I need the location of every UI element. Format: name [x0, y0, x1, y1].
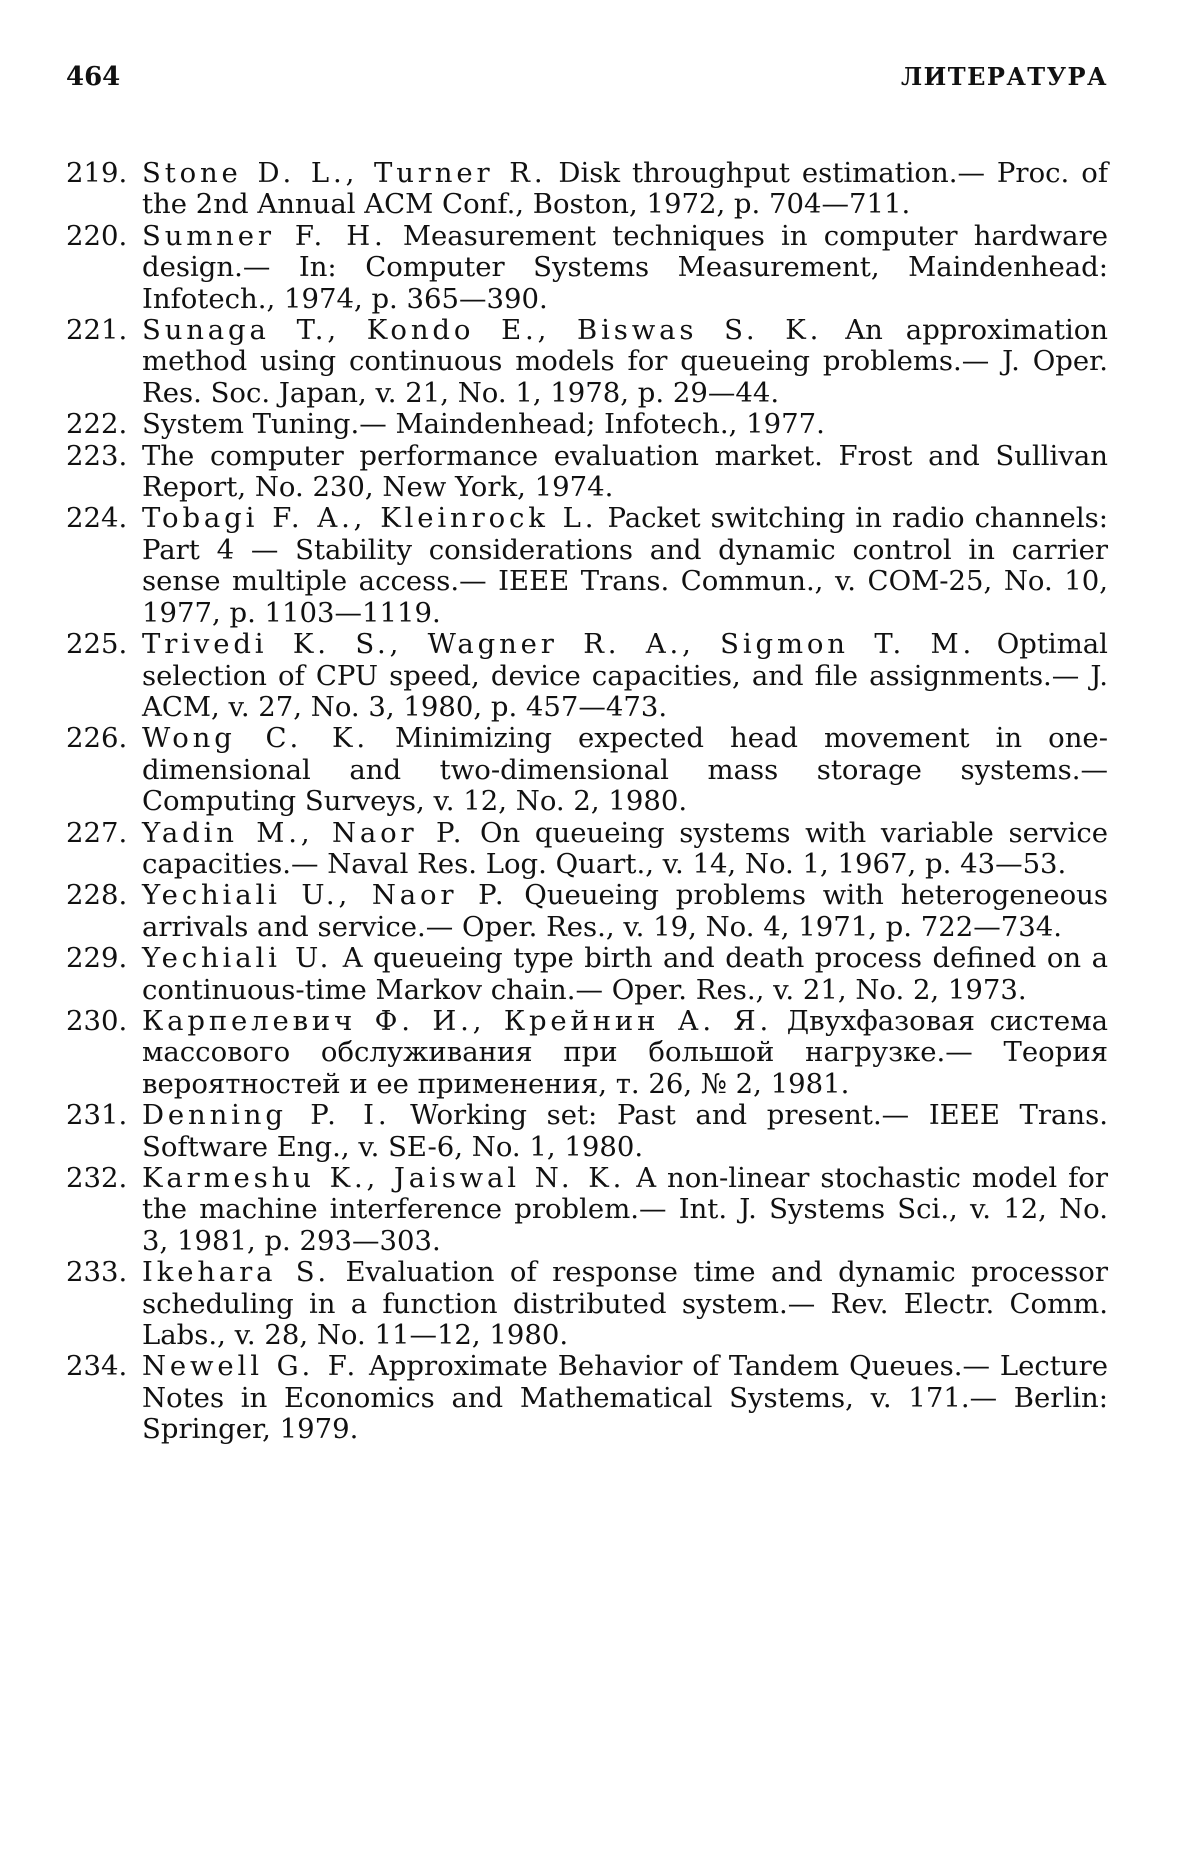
- reference-number: 220.: [66, 219, 128, 252]
- reference-item: [66, 1100, 1108, 1163]
- reference-item: [66, 315, 1108, 409]
- reference-text: Двухфазовая система массового обслуживания при большой нагрузке.— Теория вероятностей и ее применения, т. 26, № 2, 1981.: [142, 1004, 1108, 1100]
- reference-item: [66, 1006, 1108, 1100]
- reference-number: 226.: [66, 722, 128, 755]
- reference-item: [66, 1351, 1108, 1445]
- reference-number: 225.: [66, 628, 128, 661]
- reference-item: [66, 818, 1108, 881]
- reference-text: Evaluation of response time and dynamic processor scheduling in a function distributed system.— Rev. Electr. Comm. Labs., v. 28, No. 11—12, 1980.: [142, 1256, 1108, 1352]
- reference-authors: Sumner F. H.: [142, 219, 387, 252]
- reference-item: [66, 723, 1108, 817]
- reference-number: 231.: [66, 1099, 128, 1132]
- reference-text: Measurement techniques in computer hardware design.— In: Computer Systems Measurement, Maindenhead: Infotech., 1974, p. 365—390.: [142, 219, 1108, 315]
- reference-authors: Ikehara S.: [142, 1256, 330, 1289]
- reference-authors: Yadin M., Naor P.: [142, 816, 466, 849]
- reference-authors: Wong C. K.: [142, 722, 369, 755]
- reference-text: On queueing systems with variable service capacities.— Naval Res. Log. Quart., v. 14, No. 1, 1967, p. 43—53.: [142, 816, 1108, 880]
- reference-item: [66, 1163, 1108, 1257]
- reference-authors: Tobagi F. A., Kleinrock L.: [142, 502, 598, 535]
- reference-number: 233.: [66, 1256, 128, 1289]
- reference-text: Approximate Behavior of Tandem Queues.— Lecture Notes in Economics and Mathematical Systems, v. 171.— Berlin: Springer, 1979.: [142, 1350, 1108, 1446]
- reference-authors: Trivedi K. S., Wagner R. A., Sigmon T. M.: [142, 628, 976, 661]
- reference-text: Disk throughput estimation.— Proc. of the 2nd Annual ACM Conf., Boston, 1972, p. 704—711.: [142, 157, 1109, 221]
- reference-item: [66, 880, 1108, 943]
- reference-text: Minimizing expected head movement in one-dimensional and two-dimensional mass storage systems.— Computing Surveys, v. 12, No. 2, 1980.: [142, 722, 1108, 818]
- reference-number: 219.: [66, 157, 128, 189]
- reference-number: 230.: [66, 1004, 128, 1037]
- reference-text: System Tuning.— Maindenhead; Infotech., 1977.: [142, 408, 825, 441]
- reference-authors: Yechiali U.: [142, 942, 333, 975]
- reference-number: 221.: [66, 314, 128, 347]
- page-number: 464: [66, 62, 121, 92]
- reference-number: 222.: [66, 408, 128, 441]
- reference-item: [66, 409, 1108, 440]
- reference-text: Queueing problems with heterogeneous arrivals and service.— Oper. Res., v. 19, No. 4, 1971, p. 722—734.: [142, 879, 1108, 943]
- reference-text: An approximation method using continuous models for queueing problems.— J. Oper. Res. Soc. Japan, v. 21, No. 1, 1978, p. 29—44.: [142, 314, 1109, 409]
- reference-item: [66, 629, 1108, 723]
- reference-item: [66, 158, 1108, 221]
- reference-authors: Denning P. I.: [142, 1099, 391, 1132]
- reference-authors: Карпелевич Ф. И., Крейнин А. Я.: [142, 1004, 773, 1037]
- reference-number: 224.: [66, 502, 128, 535]
- reference-authors: Yechiali U., Naor P.: [142, 879, 508, 912]
- reference-text: A non-linear stochastic model for the machine interference problem.— Int. J. Systems Sci., v. 12, No. 3, 1981, p. 293—303.: [142, 1162, 1109, 1257]
- reference-authors: Newell G. F.: [142, 1350, 360, 1383]
- section-title: ЛИТЕРАТУРА: [901, 62, 1108, 91]
- reference-item: [66, 221, 1108, 315]
- reference-text: The computer performance evaluation market. Frost and Sullivan Report, No. 230, New York, 1974.: [142, 439, 1108, 504]
- reference-authors: Sunaga T., Kondo E., Biswas S. K.: [142, 314, 823, 347]
- reference-text: Packet switching in radio channels: Part 4 — Stability considerations and dynamic control in carrier sense multiple access.— IEEE Trans. Commun., v. COM-25, No. 10, 1977, p. 1103—1119.: [142, 502, 1108, 629]
- reference-authors: Stone D. L., Turner R.: [142, 157, 547, 189]
- reference-number: 232.: [66, 1162, 128, 1194]
- running-head: [66, 62, 1108, 102]
- reference-item: [66, 943, 1108, 1006]
- reference-authors: Karmeshu K., Jaiswal N. K.: [142, 1162, 626, 1194]
- reference-number: 228.: [66, 879, 128, 912]
- reference-number: 227.: [66, 816, 128, 849]
- reference-number: 234.: [66, 1350, 128, 1383]
- reference-item: [66, 441, 1108, 504]
- reference-text: Optimal selection of CPU speed, device capacities, and file assignments.— J. ACM, v. 27, No. 3, 1980, p. 457—473.: [142, 628, 1108, 723]
- reference-item: [66, 1257, 1108, 1351]
- reference-number: 223.: [66, 439, 128, 472]
- reference-number: 229.: [66, 942, 128, 975]
- reference-text: A queueing type birth and death process defined on a continuous-time Markov chain.— Oper. Res., v. 21, No. 2, 1973.: [142, 942, 1108, 1006]
- reference-text: Working set: Past and present.— IEEE Trans. Software Eng., v. SE-6, No. 1, 1980.: [142, 1099, 1108, 1163]
- reference-item: [66, 503, 1108, 629]
- reference-list: [66, 158, 1108, 1446]
